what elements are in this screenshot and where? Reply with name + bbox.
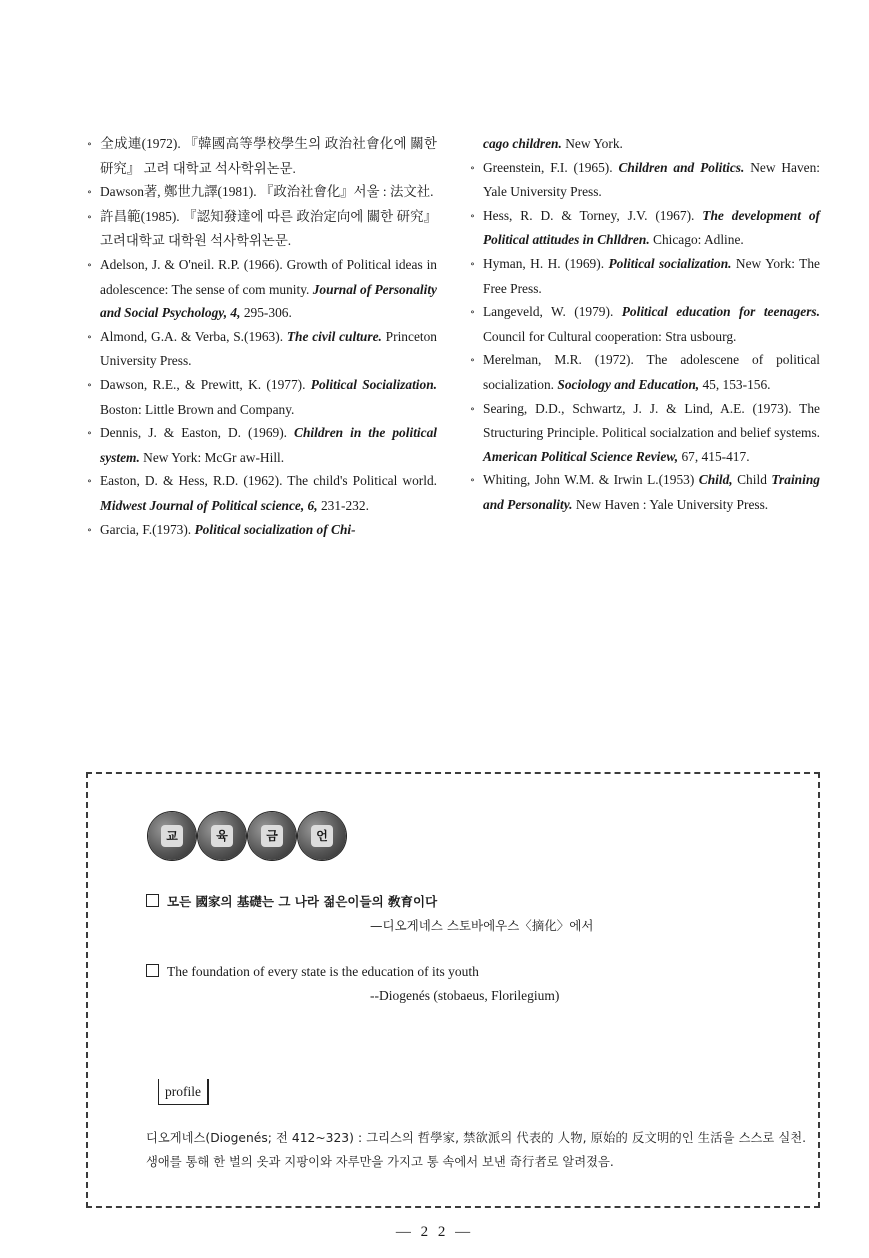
title-circle: 교 (148, 812, 196, 860)
quote-korean: 모든 國家의 基礎는 그 나라 젊은이들의 敎育이다 (146, 892, 437, 910)
title-circle: 언 (298, 812, 346, 860)
title-circle: 육 (198, 812, 246, 860)
reference-item: ∘ Dennis, J. & Easton, D. (1969). Children in the political system. New York: McGr aw-Hill. (87, 425, 437, 465)
source-english: --Diogenés (stobaeus, Florilegium) (370, 988, 560, 1003)
reference-item: ∘ Whiting, John W.M. & Irwin L.(1953) Child, Child Training and Personality. New Haven : Yale University Press. (470, 472, 820, 512)
source-korean: —디오게네스 스토바에우스〈摘化〉에서 (370, 918, 594, 933)
quote-english: The foundation of every state is the education of its youth (146, 964, 479, 980)
page-number: — 2 2 — (395, 1224, 474, 1240)
reference-item: ∘ 全成連(1972). 『韓國高等學校學生의 政治社會化에 關한 研究』 고려 대학교 석사학위논문. (87, 136, 437, 176)
reference-item: ∘ Almond, G.A. & Verba, S.(1963). The civil culture. Princeton University Press. (87, 328, 437, 369)
reference-item: ∘ Adelson, J. & O'neil. R.P. (1966). Growth of Political ideas in adolescence: The sense of com munity. Journal of Personality and Social Psychology, 4, 295-306. (87, 256, 437, 321)
reference-item: ∘ Greenstein, F.I. (1965). Children and Politics. New Haven: Yale University Press. (470, 159, 820, 200)
reference-item: ∘ Merelman, M.R. (1972). The adolescene of political socialization. Sociology and Education, 45, 153-156. (470, 352, 820, 392)
motto-title-circles (148, 812, 346, 860)
square-bullet-icon (146, 894, 159, 907)
reference-item: ∘ Hyman, H. H. (1969). Political socialization. New York: The Free Press. (470, 255, 820, 296)
references-left-column (87, 132, 437, 542)
reference-item: ∘ Dawson, R.E., & Prewitt, K. (1977). Political Socialization. Boston: Little Brown and Company. (87, 376, 438, 417)
reference-item: ∘ 許昌範(1985). 『認知發達에 따른 政治定向에 關한 研究』 고려대학교 대학원 석사학위논문. (87, 208, 437, 249)
reference-item: ∘ Garcia, F.(1973). Political socialization of Chi- (87, 521, 356, 537)
profile-text: 디오게네스(Diogenés; 전 412~323) : 그리스의 哲學家, 禁欲派의 代表的 人物, 原始的 反文明的인 生活을 스스로 실천. 생애를 통해 한 벌의 옷과 지팡이와 자루만을 가지고 통 속에서 보낸 奇行者로 알려졌음. (146, 1131, 806, 1169)
title-circle: 금 (248, 812, 296, 860)
square-bullet-icon (146, 964, 159, 977)
reference-item: ∘ Searing, D.D., Schwartz, J. J. & Lind, A.E. (1973). The Structuring Principle. Political socialzation and belief systems. American Political Science Review, 67, 415-417. (470, 400, 820, 464)
reference-item: ∘ Easton, D. & Hess, R.D. (1962). The child's Political world. Midwest Journal of Political science, 6, 231-232. (87, 473, 437, 513)
reference-item: ∘ Langeveld, W. (1979). Political education for teenagers. Council for Cultural cooperation: Stra usbourg. (470, 304, 820, 344)
references-right-column (470, 132, 820, 517)
reference-item: ∘ Dawson著, 鄭世九譯(1981). 『政治社會化』서울 : 法文社. (87, 184, 434, 200)
education-motto-box (86, 772, 820, 1208)
reference-item: ∘ Hess, R. D. & Torney, J.V. (1967). The development of Political attitudes in Chlldren. Chicago: Adline. (470, 207, 820, 248)
reference-item-continuation: cago children. New York. (483, 136, 623, 151)
profile-label: profile (158, 1079, 209, 1105)
